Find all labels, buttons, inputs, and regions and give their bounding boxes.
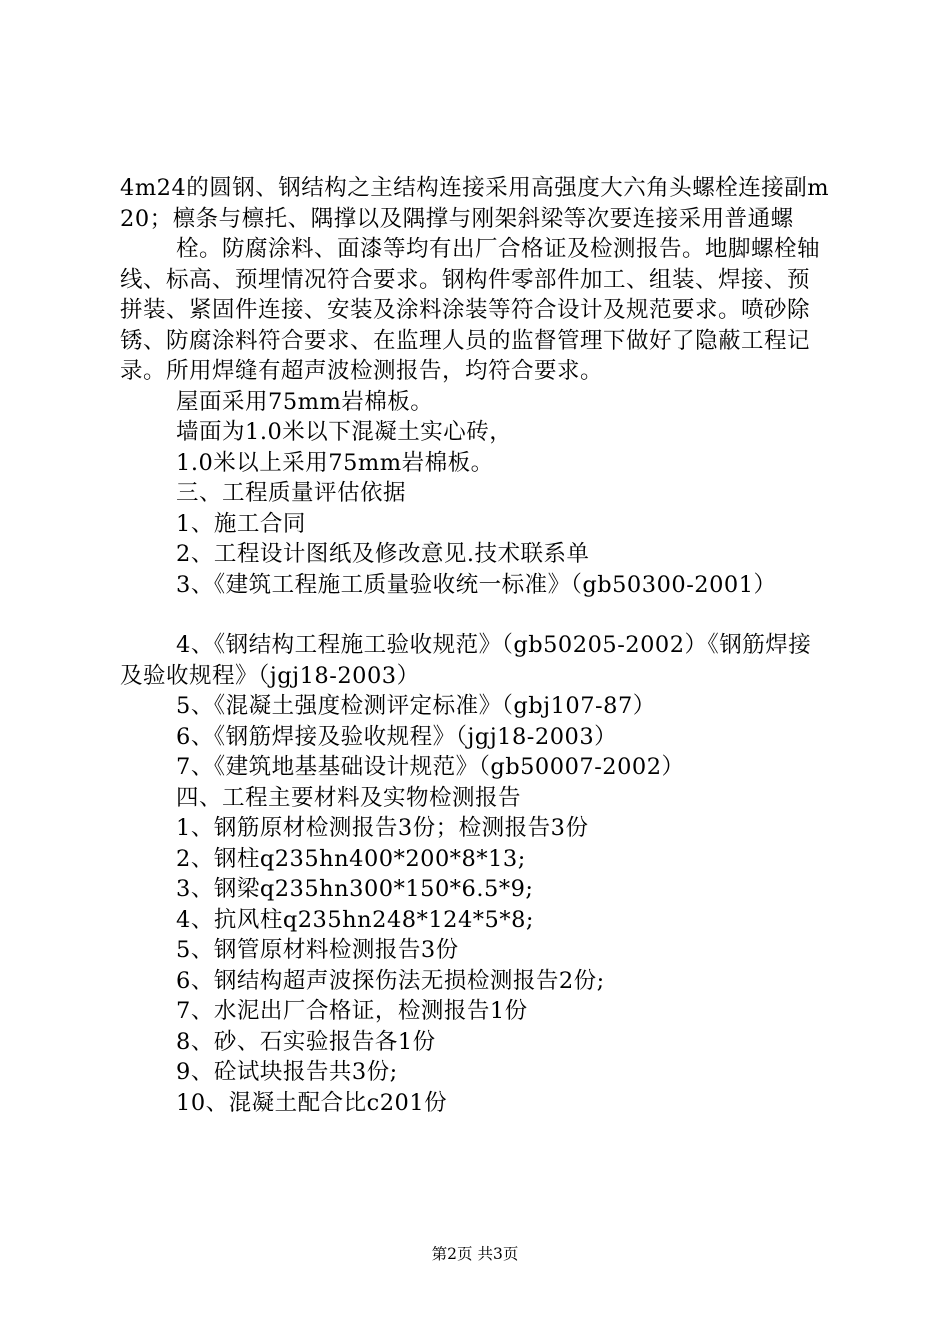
basis-item-5: 5、《混凝土强度检测评定标准》（gbj107-87） <box>176 693 656 719</box>
document-body <box>120 173 832 1118</box>
material-item-3: 3、钢梁q235hn300*150*6.5*9; <box>176 876 534 902</box>
material-item-6: 6、钢结构超声波探伤法无损检测报告2份; <box>176 967 605 994</box>
section-heading-materials-reports: 四、工程主要材料及实物检测报告 <box>176 784 522 811</box>
material-item-2: 2、钢柱q235hn400*200*8*13; <box>176 845 526 872</box>
material-item-4: 4、抗风柱q235hn248*124*5*8; <box>176 906 534 933</box>
basis-item-6: 6、《钢筋焊接及验收规程》（jgj18-2003） <box>176 723 618 750</box>
paragraph-bolt-connection: 4m24的圆钢、钢结构之主结构连接采用高强度大六角头螺栓连接副m20；檩条与檩托、隅撑以及隅撑与刚架斜梁等次要连接采用普通螺 <box>120 175 830 232</box>
material-item-8: 8、砂、石实验报告各1份 <box>176 1028 436 1055</box>
basis-item-7: 7、《建筑地基基础设计规范》（gb50007-2002） <box>176 754 685 780</box>
line-roof: 屋面采用75mm岩棉板。 <box>176 388 434 415</box>
material-item-5: 5、钢管原材料检测报告3份 <box>176 937 459 963</box>
line-wall-lower: 墙面为1.0米以下混凝土实心砖， <box>176 419 513 445</box>
blank-line <box>120 600 832 630</box>
basis-item-4: 4、《钢结构工程施工验收规范》（gb50205-2002）《钢筋焊接及验收规程》（jgj18-2003） <box>120 632 812 689</box>
material-item-7: 7、水泥出厂合格证，检测报告1份 <box>176 998 528 1024</box>
basis-item-2: 2、工程设计图纸及修改意见.技术联系单 <box>176 541 590 567</box>
section-heading-evaluation-basis: 三、工程质量评估依据 <box>176 480 407 506</box>
material-item-9: 9、砼试块报告共3份; <box>176 1059 398 1085</box>
material-item-10: 10、混凝土配合比c201份 <box>176 1089 448 1116</box>
material-item-1: 1、钢筋原材检测报告3份；检测报告3份 <box>176 815 589 841</box>
basis-item-3: 3、《建筑工程施工质量验收统一标准》（gb50300-2001） <box>176 571 777 598</box>
basis-item-1: 1、施工合同 <box>176 510 306 537</box>
page-footer: 第2页 共3页 <box>431 1245 519 1263</box>
line-wall-upper: 1.0米以上采用75mm岩棉板。 <box>176 449 494 476</box>
paragraph-coating-inspection: 栓。防腐涂料、面漆等均有出厂合格证及检测报告。地脚螺栓轴线、标高、预埋情况符合要求。钢构件零部件加工、组装、焊接、预拼装、紧固件连接、安装及涂料涂装等符合设计及规范要求。喷砂除锈、防腐涂料符合要求、在监理人员的监督管理下做好了隐蔽工程记录。所用焊缝有超声波检测报告，均符合要求。 <box>120 236 821 384</box>
